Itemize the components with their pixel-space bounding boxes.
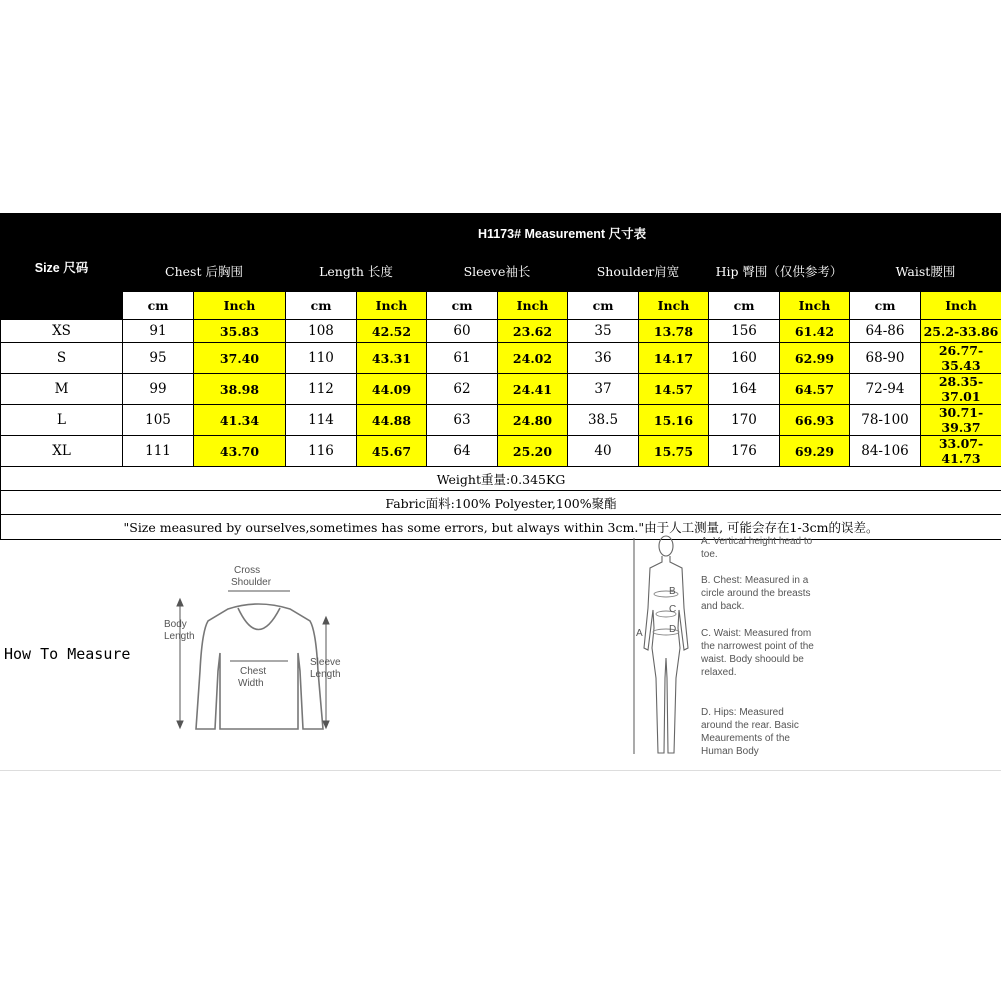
unit-cm: cm (427, 292, 498, 320)
cm-value-cell: 61 (427, 343, 498, 374)
cm-value-cell: 68-90 (850, 343, 921, 374)
unit-inch: Inch (780, 292, 850, 320)
inch-value-cell: 26.77-35.43 (921, 343, 1001, 374)
cm-value-cell: 84-106 (850, 436, 921, 467)
fabric-info: Fabric面料:100% Polyester,100%聚酯 (1, 491, 1001, 515)
caption-waist: C. Waist: Measured from the narrowest point of the waist. Body shoould be relaxed. (701, 628, 814, 678)
size-cell: XL (1, 436, 123, 467)
inch-value-cell: 25.20 (498, 436, 568, 467)
column-header-length: Length 长度 (286, 252, 427, 292)
cm-value-cell: 72-94 (850, 374, 921, 405)
size-table (0, 213, 1001, 540)
cm-value-cell: 37 (568, 374, 639, 405)
cm-value-cell: 112 (286, 374, 357, 405)
measurement-note: "Size measured by ourselves,sometimes has some errors, but always within 3cm."由于人工测量, 可能会存在1-3cm的误差。 (1, 515, 1001, 540)
table-row (1, 436, 1001, 467)
cm-value-cell: 114 (286, 405, 357, 436)
cm-value-cell: 64-86 (850, 320, 921, 343)
inch-value-cell: 62.99 (780, 343, 850, 374)
cm-value-cell: 110 (286, 343, 357, 374)
letter-b: B (669, 586, 676, 597)
letter-c: C (669, 604, 677, 615)
size-chart (0, 213, 1001, 540)
inch-value-cell: 44.09 (357, 374, 427, 405)
column-header-shoulder: Shoulder肩宽 (568, 252, 709, 292)
cm-value-cell: 91 (123, 320, 194, 343)
unit-row (1, 292, 1001, 320)
chest-width-label-1: Chest (240, 666, 267, 677)
cm-value-cell: 38.5 (568, 405, 639, 436)
cm-value-cell: 164 (709, 374, 780, 405)
inch-value-cell: 13.78 (639, 320, 709, 343)
cm-value-cell: 64 (427, 436, 498, 467)
cm-value-cell: 62 (427, 374, 498, 405)
column-header-waist: Waist腰围 (850, 252, 1001, 292)
cm-value-cell: 116 (286, 436, 357, 467)
inch-value-cell: 43.31 (357, 343, 427, 374)
table-row (1, 374, 1001, 405)
size-cell: M (1, 374, 123, 405)
inch-value-cell: 44.88 (357, 405, 427, 436)
inch-value-cell: 66.93 (780, 405, 850, 436)
inch-value-cell: 37.40 (194, 343, 286, 374)
inch-value-cell: 15.16 (639, 405, 709, 436)
unit-cm: cm (850, 292, 921, 320)
how-to-measure-section (0, 518, 1001, 771)
size-rows (1, 320, 1001, 467)
inch-value-cell: 35.83 (194, 320, 286, 343)
cm-value-cell: 176 (709, 436, 780, 467)
inch-value-cell: 28.35-37.01 (921, 374, 1001, 405)
letter-d: D (669, 624, 677, 635)
size-column-header: Size 尺码 (1, 214, 123, 320)
unit-inch: Inch (498, 292, 568, 320)
table-row (1, 405, 1001, 436)
column-header-chest: Chest 后胸围 (123, 252, 286, 292)
size-cell: L (1, 405, 123, 436)
unit-cm: cm (123, 292, 194, 320)
unit-cm: cm (286, 292, 357, 320)
inch-value-cell: 61.42 (780, 320, 850, 343)
inch-value-cell: 69.29 (780, 436, 850, 467)
cm-value-cell: 36 (568, 343, 639, 374)
table-row (1, 320, 1001, 343)
body-length-label-2: Length (164, 631, 195, 642)
unit-cm: cm (709, 292, 780, 320)
cm-value-cell: 108 (286, 320, 357, 343)
size-cell: XS (1, 320, 123, 343)
body-measurement-diagram (626, 528, 701, 760)
inch-value-cell: 14.57 (639, 374, 709, 405)
column-header-sleeve: Sleeve袖长 (427, 252, 568, 292)
sleeve-length-label-2: Length (310, 669, 341, 680)
inch-value-cell: 30.71-39.37 (921, 405, 1001, 436)
shirt-measurement-diagram (158, 561, 358, 731)
cm-value-cell: 156 (709, 320, 780, 343)
caption-hips: D. Hips: Measured around the rear. Basic Meaurements of the Human Body (701, 707, 799, 757)
cm-value-cell: 99 (123, 374, 194, 405)
cross-shoulder-label-2: Shoulder (231, 577, 272, 588)
cm-value-cell: 105 (123, 405, 194, 436)
cm-value-cell: 95 (123, 343, 194, 374)
table-row (1, 343, 1001, 374)
cross-shoulder-label-1: Cross (234, 565, 261, 576)
inch-value-cell: 14.17 (639, 343, 709, 374)
cm-value-cell: 111 (123, 436, 194, 467)
sleeve-length-label-1: Sleeve (310, 657, 341, 668)
cm-value-cell: 78-100 (850, 405, 921, 436)
weight-info: Weight重量:0.345KG (1, 467, 1001, 491)
letter-a: A (636, 628, 643, 639)
cm-value-cell: 170 (709, 405, 780, 436)
cm-value-cell: 160 (709, 343, 780, 374)
caption-height: A. Vertical height head to toe. (701, 536, 813, 560)
inch-value-cell: 23.62 (498, 320, 568, 343)
size-cell: S (1, 343, 123, 374)
chest-width-label-2: Width (238, 678, 264, 689)
inch-value-cell: 24.02 (498, 343, 568, 374)
cm-value-cell: 40 (568, 436, 639, 467)
measure-lines (177, 591, 329, 728)
cm-value-cell: 60 (427, 320, 498, 343)
inch-value-cell: 24.80 (498, 405, 568, 436)
cm-value-cell: 63 (427, 405, 498, 436)
unit-cm: cm (568, 292, 639, 320)
unit-inch: Inch (357, 292, 427, 320)
inch-value-cell: 38.98 (194, 374, 286, 405)
table-title: H1173# Measurement 尺寸表 (123, 214, 1001, 252)
inch-value-cell: 33.07-41.73 (921, 436, 1001, 467)
inch-value-cell: 42.52 (357, 320, 427, 343)
inch-value-cell: 15.75 (639, 436, 709, 467)
inch-value-cell: 24.41 (498, 374, 568, 405)
inch-value-cell: 41.34 (194, 405, 286, 436)
unit-inch: Inch (921, 292, 1001, 320)
inch-value-cell: 45.67 (357, 436, 427, 467)
body-outline (634, 536, 688, 754)
inch-value-cell: 25.2-33.86 (921, 320, 1001, 343)
unit-inch: Inch (194, 292, 286, 320)
inch-value-cell: 43.70 (194, 436, 286, 467)
how-to-measure-label: How To Measure (4, 645, 131, 663)
unit-inch: Inch (639, 292, 709, 320)
cm-value-cell: 35 (568, 320, 639, 343)
body-length-label-1: Body (164, 619, 187, 630)
column-header-hip: Hip 臀围（仅供参考） (709, 252, 850, 292)
caption-chest: B. Chest: Measured in a circle around the breasts and back. (701, 575, 811, 612)
inch-value-cell: 64.57 (780, 374, 850, 405)
